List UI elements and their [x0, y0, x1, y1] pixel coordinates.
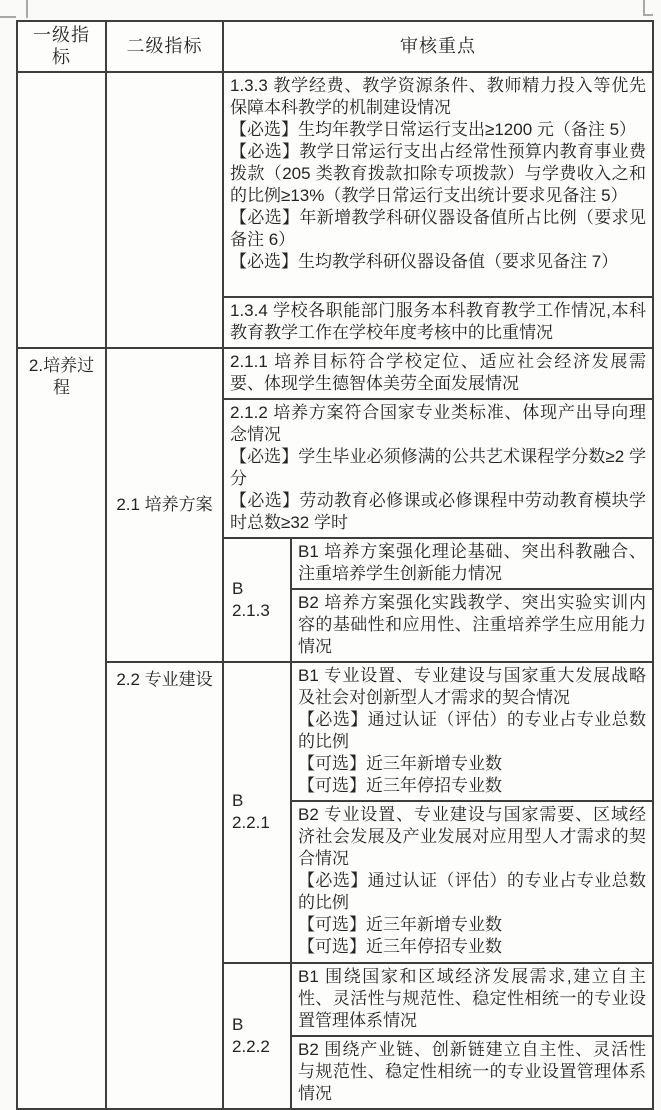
focus-cell-2-2-1-b2: [291, 801, 653, 963]
optional-item: 【可选】近三年新增专业数: [298, 754, 502, 773]
header-focus: 审核重点: [223, 21, 653, 72]
required-item: 【必选】教学日常运行支出占经常性预算内教育事业费拨款（205 类教育拨款扣除专项拨款）与学费收入之和的比例≥13%（教学日常运行支出统计要求见备注 5）: [230, 142, 646, 205]
level2-cell-2-1: 2.1 培养方案: [106, 348, 223, 662]
level1-empty-cell: [17, 72, 106, 348]
focus-cell-1-3-4: [223, 297, 653, 348]
table-row: [17, 348, 653, 399]
bcode-cell-2-2-2: [223, 963, 291, 1109]
focus-cell-2-1-3-b1: [291, 538, 653, 589]
focus-item: B1 专业设置、专业建设与国家重大发展战略及社会对创新型人才需求的契合情况: [298, 666, 646, 707]
optional-item: 【可选】近三年停招专业数: [298, 776, 502, 795]
focus-cell-2-2-2-b1: [291, 963, 653, 1036]
required-item: 【必选】通过认证（评估）的专业占专业总数的比例: [298, 871, 646, 912]
focus-item: 1.3.4 学校各职能部门服务本科教育教学工作情况,本科教育教学工作在学校年度考核中的比重情况: [230, 301, 646, 342]
optional-item: 【可选】近三年新增专业数: [298, 915, 502, 934]
focus-cell-1-3-3: [223, 72, 653, 297]
scan-artifact-line: [26, 0, 28, 18]
header-level1: 一级指标: [17, 21, 106, 72]
required-item: 【必选】生均年教学日常运行支出≥1200 元（备注 5）: [230, 120, 637, 139]
bcode-letter: B: [232, 578, 244, 598]
level2-cell-2-2: 2.2 专业建设: [106, 662, 223, 1109]
focus-cell-2-1-3-b2: [291, 589, 653, 662]
focus-item: B2 专业设置、专业建设与国家需要、区域经济社会发展及产业发展对应用型人才需求的契合情况: [298, 805, 646, 868]
indicator-table: [16, 20, 654, 1110]
focus-item: B1 围绕国家和区域经济发展需求,建立自主性、灵活性与规范性、稳定性相统一的专业设置管理体系情况: [298, 967, 646, 1030]
focus-cell-2-1-1: [223, 348, 653, 399]
required-item: 【必选】劳动教育必修课或必修课程中劳动教育模块学时总数≥32 学时: [230, 491, 646, 532]
table-row: [17, 72, 653, 297]
header-level2: 二级指标: [106, 21, 223, 72]
optional-item: 【可选】近三年停招专业数: [298, 937, 502, 956]
table-header-row: [17, 21, 653, 72]
required-item: 【必选】学生毕业必须修满的公共艺术课程学分数≥2 学分: [230, 447, 646, 488]
bcode-number: 2.1.3: [232, 600, 270, 620]
bcode-cell-2-1-3: [223, 538, 291, 662]
required-item: 【必选】通过认证（评估）的专业占专业总数的比例: [298, 710, 646, 751]
focus-item: 2.1.1 培养目标符合学校定位、适应社会经济发展需要、体现学生德智体美劳全面发展情况: [230, 352, 646, 393]
level1-cell-training-process: 2.培养过程: [17, 348, 106, 1109]
bcode-letter: B: [232, 1014, 244, 1034]
focus-cell-2-1-2: [223, 399, 653, 538]
focus-item: B1 培养方案强化理论基础、突出科教融合、注重培养学生创新能力情况: [298, 542, 646, 583]
required-item: 【必选】年新增教学科研仪器设备值所占比例（要求见备注 6）: [230, 208, 646, 249]
focus-item: 2.1.2 培养方案符合国家专业类标准、体现产出导向理念情况: [230, 403, 646, 444]
scan-artifact-line: [0, 16, 16, 18]
bcode-number: 2.2.2: [232, 1036, 270, 1056]
required-item: 【必选】生均教学科研仪器设备值（要求见备注 7）: [230, 252, 619, 271]
focus-cell-2-2-1-b1: [291, 662, 653, 801]
focus-cell-2-2-2-b2: [291, 1036, 653, 1109]
focus-item: 1.3.3 教学经费、教学资源条件、教师精力投入等优先保障本科教学的机制建设情况: [230, 76, 646, 117]
focus-item: B2 围绕产业链、创新链建立自主性、灵活性与规范性、稳定性相统一的专业设置管理体系情况: [298, 1040, 646, 1103]
focus-item: B2 培养方案强化实践教学、突出实验实训内容的基础性和应用性、注重培养学生应用能力情况: [298, 593, 646, 656]
bcode-cell-2-2-1: [223, 662, 291, 963]
bcode-letter: B: [232, 791, 244, 810]
bcode-number: 2.2.1: [232, 813, 270, 832]
scan-artifact-line: [643, 14, 653, 16]
level2-empty-cell: [106, 72, 223, 348]
table-row: [17, 662, 653, 801]
